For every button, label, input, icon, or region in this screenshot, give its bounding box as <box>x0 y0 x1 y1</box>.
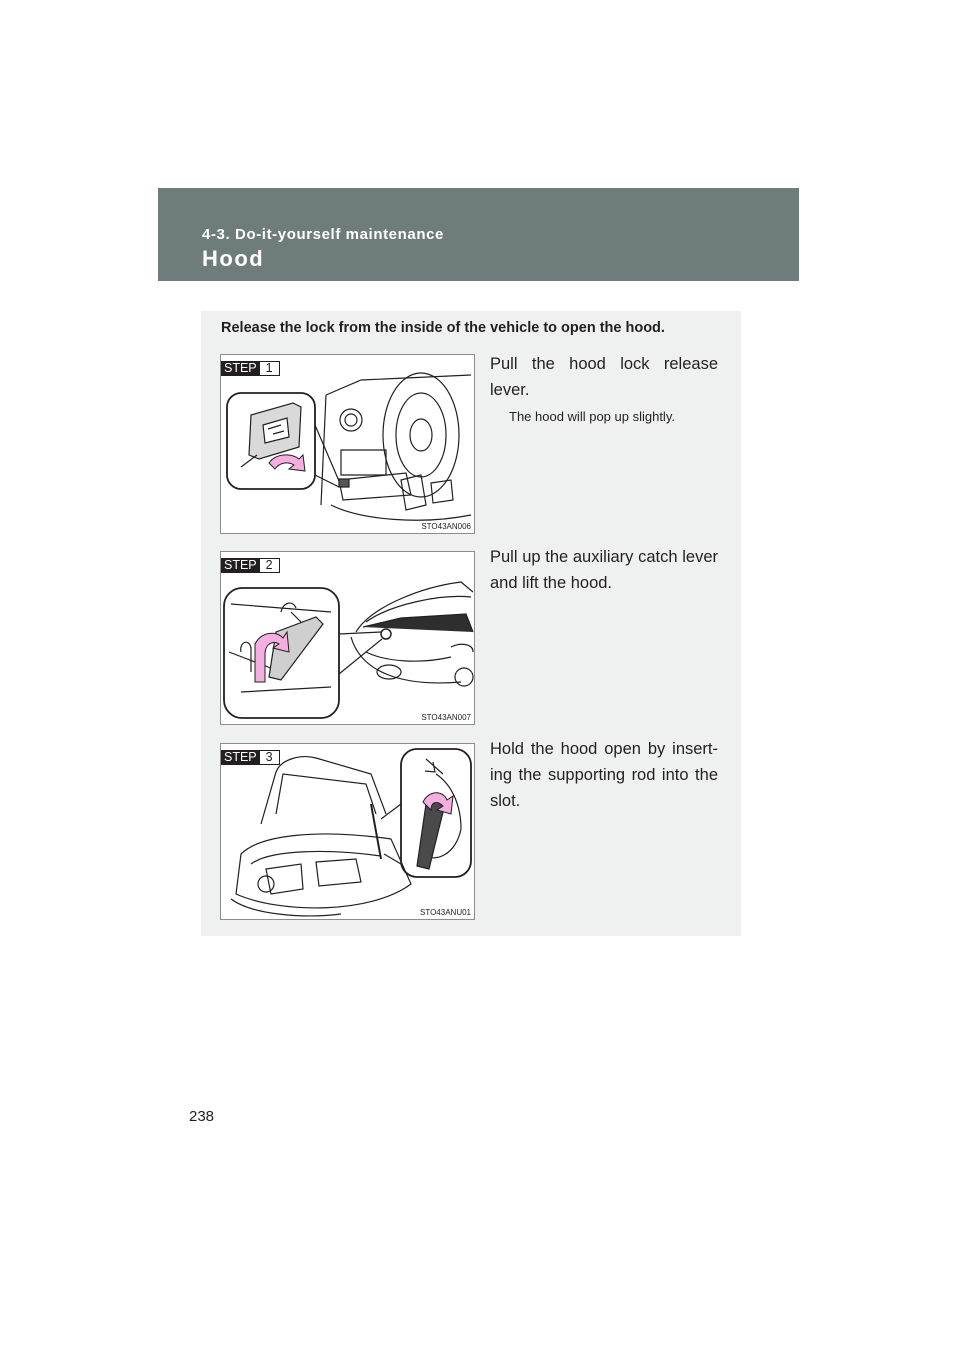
step-3-figure <box>220 743 475 920</box>
step-2-text: Pull up the auxiliary catch lever and lift the hood. <box>490 548 718 592</box>
figure-code: STO43ANU01 <box>420 908 471 917</box>
step-2-badge <box>221 558 280 573</box>
step-2-figure <box>220 551 475 725</box>
step-word: STEP <box>221 361 260 376</box>
section-header <box>158 188 799 281</box>
step-3-badge <box>221 750 280 765</box>
content-box <box>201 311 741 936</box>
page-number: 238 <box>189 1108 215 1125</box>
section-label: 4-3. Do-it-yourself maintenance <box>202 226 444 243</box>
step-3-text: Hold the hood open by insert-ing the supporting rod into the slot. <box>490 740 718 810</box>
step-word: STEP <box>221 558 260 573</box>
catch-lever-illustration <box>221 552 475 725</box>
figure-code: STO43AN006 <box>421 522 471 531</box>
intro-text: Release the lock from the inside of the vehicle to open the hood. <box>221 320 665 336</box>
step-1-note: The hood will pop up slightly. <box>509 409 675 424</box>
step-number: 3 <box>260 750 280 765</box>
figure-code: STO43AN007 <box>421 713 471 722</box>
page-title: Hood <box>202 246 265 271</box>
hood-release-illustration <box>221 355 475 534</box>
step-number: 2 <box>260 558 280 573</box>
step-number: 1 <box>260 361 280 376</box>
step-1-figure <box>220 354 475 534</box>
step-1-text: Pull the hood lock release lever. <box>490 355 718 399</box>
step-word: STEP <box>221 750 260 765</box>
support-rod-illustration <box>221 744 475 920</box>
step-1-badge <box>221 361 280 376</box>
